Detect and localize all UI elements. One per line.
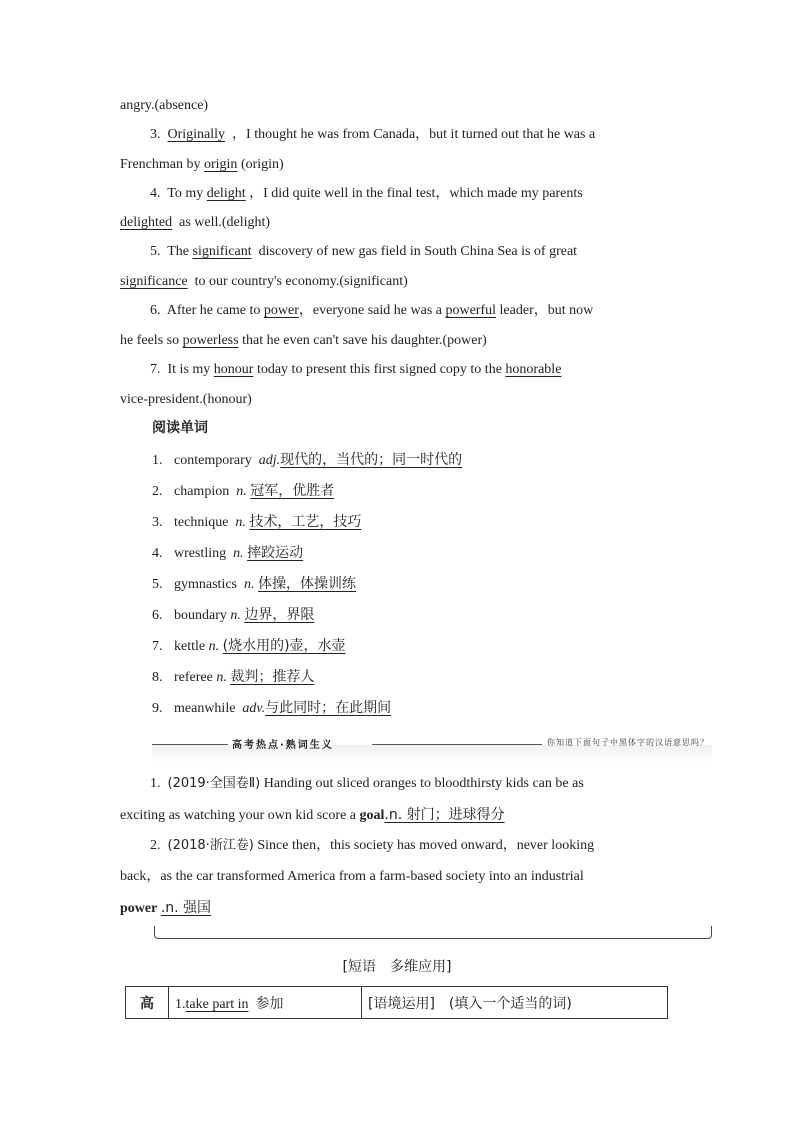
sentence-text: exciting as watching your own kid score a: [120, 808, 356, 823]
hot-item-1: [150, 774, 584, 794]
vocab-meaning: 现代的，当代的；同一时代的: [280, 452, 463, 468]
vocab-meaning: 冠军，优胜者: [250, 483, 335, 499]
vocab-meaning: 技术，工艺，技巧: [249, 514, 362, 530]
answer-blank: significance: [120, 274, 188, 289]
answer-blank: origin: [203, 157, 238, 172]
vocab-pos: n.: [236, 484, 247, 499]
sentence-text: To my: [167, 186, 204, 201]
exercise-line: [120, 96, 208, 116]
sentence-text: After he came to: [166, 303, 261, 318]
vocab-pos: n.: [208, 639, 220, 654]
vocab-item: [152, 667, 314, 688]
exercise-item-5: [150, 242, 577, 262]
vocab-pos: n.: [244, 577, 255, 592]
sentence-text: Since then，this society has moved onward，never looking: [257, 838, 595, 853]
answer-blank: significant: [192, 244, 252, 259]
phrase-table: [125, 986, 668, 1019]
sentence-text: angry.(absence): [120, 98, 209, 113]
vocab-number: 4.: [152, 546, 163, 561]
exercise-item-3: [150, 125, 595, 145]
level-cell: 高: [126, 987, 169, 1019]
phrase-meaning: 参加: [255, 995, 284, 1012]
item-number: 2.: [150, 838, 161, 853]
vocab-word: meanwhile: [174, 701, 236, 716]
vocab-meaning: (烧水用的)壶，水壶: [222, 638, 346, 654]
vocab-meaning: 与此同时；在此期间: [265, 700, 392, 716]
vocab-number: 8.: [152, 670, 163, 685]
sentence-text: leader，but now: [499, 303, 594, 318]
hot-line: [120, 898, 211, 919]
phrase-cell: [169, 987, 362, 1019]
vocab-pos: n.: [233, 546, 244, 561]
sentence-text: Frenchman by: [120, 157, 201, 172]
vocab-word: technique: [174, 515, 229, 530]
banner-rule: [372, 744, 542, 745]
vocab-number: 1.: [152, 453, 163, 468]
sentence-text: discovery of new gas field in South China Sea is of great: [258, 244, 578, 259]
vocab-item: [152, 543, 303, 564]
phrase-number: 1.: [175, 996, 186, 1012]
vocab-number: 5.: [152, 577, 163, 592]
section-heading: 阅读单词: [152, 420, 208, 436]
vocab-meaning: 体操，体操训练: [258, 576, 356, 592]
exercise-item-4: [150, 184, 583, 204]
hot-topic-banner: [152, 735, 712, 753]
sentence-text: (origin): [240, 157, 284, 172]
vocab-pos: adj.: [258, 453, 281, 468]
vocab-word: champion: [174, 484, 230, 499]
sentence-text: that he even can't save his daughter.(power): [242, 333, 487, 348]
exercise-line: [120, 155, 284, 175]
sentence-text: today to present this first signed copy to the: [256, 362, 502, 377]
exercise-item-7: [150, 360, 561, 380]
source-label: (2019·全国卷Ⅱ): [167, 776, 261, 791]
exercise-line: [120, 213, 270, 233]
table-row: [126, 987, 668, 1019]
sentence-text: as well.(delight): [179, 215, 271, 230]
answer-blank: powerless: [182, 333, 239, 348]
answer-blank: honorable: [505, 362, 562, 377]
sentence-text: The: [167, 244, 190, 259]
vocab-pos: n.: [230, 608, 241, 623]
answer-blank: .n. 强国: [160, 900, 212, 916]
vocab-item: [152, 574, 356, 595]
vocab-number: 3.: [152, 515, 163, 530]
banner-title: 高考热点·熟词生义: [232, 740, 334, 751]
item-number: 6.: [150, 303, 161, 318]
vocab-word: referee: [174, 670, 213, 685]
item-number: 1.: [150, 776, 161, 791]
sentence-text: to our country's economy.(significant): [194, 274, 408, 289]
vocab-word: kettle: [174, 639, 206, 654]
sentence-text: ，everyone said he was a: [298, 303, 442, 318]
sentence-text: Handing out sliced oranges to bloodthirsty kids can be as: [263, 776, 584, 791]
vocab-meaning: 裁判；推荐人: [230, 669, 315, 685]
source-label: (2018·浙江卷): [167, 838, 254, 853]
box-bottom-border: [154, 926, 712, 939]
vocab-item: [152, 605, 314, 626]
hot-item-2: [150, 836, 594, 856]
vocab-item: [152, 450, 462, 471]
vocab-word: boundary: [174, 608, 227, 623]
vocab-meaning: 摔跤运动: [247, 545, 304, 561]
exercise-item-6: [150, 301, 593, 321]
answer-blank: Originally: [167, 127, 226, 142]
answer-blank: .n. 射门；进球得分: [384, 807, 505, 823]
answer-blank: delight: [206, 186, 246, 201]
answer-blank: power: [263, 303, 299, 318]
usage-cell: [语境运用] (填入一个适当的词): [362, 987, 668, 1019]
sentence-text: ，I did quite well in the final test，which made my parents: [249, 186, 583, 201]
sentence-text: he feels so: [120, 333, 180, 348]
sentence-text: back，as the car transformed America from a farm-based society into an industrial: [120, 869, 584, 884]
vocab-number: 2.: [152, 484, 163, 499]
answer-blank: powerful: [445, 303, 497, 318]
vocab-item: [152, 698, 391, 719]
phrase-text: take part in: [185, 996, 249, 1012]
banner-rule: [152, 744, 228, 745]
item-number: 3.: [150, 127, 161, 142]
hot-line: [120, 805, 505, 826]
vocab-word: contemporary: [174, 453, 252, 468]
exercise-line: [120, 390, 252, 410]
vocab-word: gymnastics: [174, 577, 237, 592]
vocab-item: [152, 512, 361, 533]
exercise-line: [120, 272, 408, 292]
banner-subtitle: 你知道下面句子中黑体字的汉语意思吗？: [547, 738, 709, 747]
vocab-number: 9.: [152, 701, 163, 716]
vocab-number: 6.: [152, 608, 163, 623]
vocab-pos: adv.: [242, 701, 266, 716]
vocab-item: [152, 636, 346, 657]
item-number: 7.: [150, 362, 161, 377]
keyword: goal: [359, 808, 385, 823]
answer-blank: honour: [213, 362, 254, 377]
keyword: power: [120, 901, 158, 916]
section-title: [短语 多维应用]: [342, 959, 452, 975]
vocab-word: wrestling: [174, 546, 227, 561]
answer-blank: delighted: [120, 215, 173, 230]
hot-line: [120, 867, 584, 887]
item-number: 5.: [150, 244, 161, 259]
vocab-pos: n.: [235, 515, 246, 530]
vocab-number: 7.: [152, 639, 163, 654]
sentence-text: ，I thought he was from Canada，but it turned out that he was a: [232, 127, 596, 142]
item-number: 4.: [150, 186, 161, 201]
vocab-item: [152, 481, 334, 502]
sentence-text: It is my: [167, 362, 211, 377]
vocab-meaning: 边界，界限: [244, 607, 315, 623]
vocab-pos: n.: [216, 670, 227, 685]
exercise-line: [120, 331, 487, 351]
sentence-text: vice-president.(honour): [120, 392, 252, 407]
